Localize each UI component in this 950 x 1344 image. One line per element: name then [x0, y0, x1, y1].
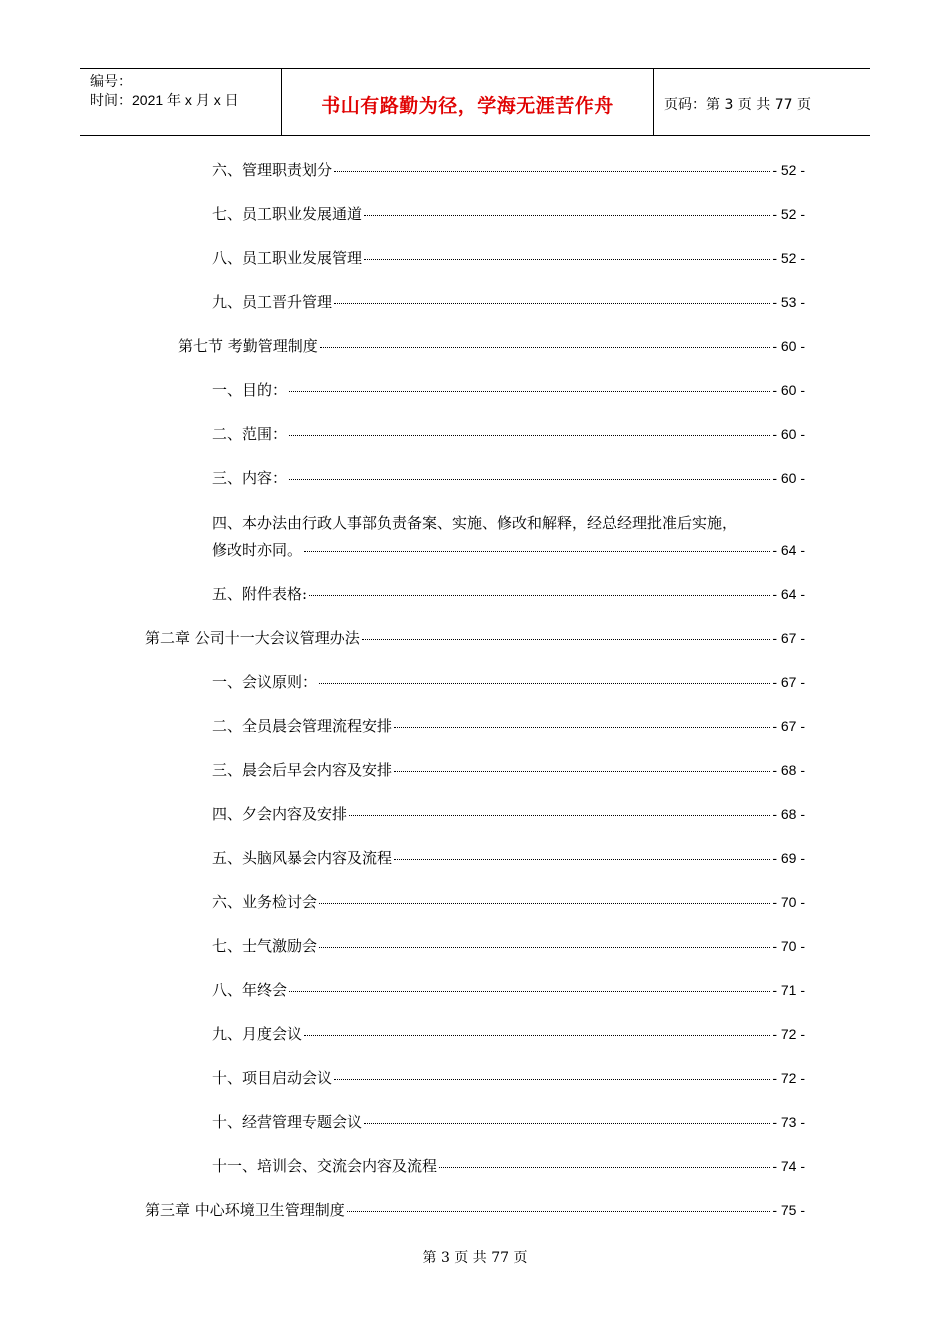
toc-dot-leader — [334, 302, 770, 304]
toc-dot-leader — [319, 902, 770, 904]
toc-entry[interactable] — [212, 380, 805, 400]
toc-entry-page: - 73 - — [772, 1114, 805, 1130]
page-footer — [0, 1247, 950, 1267]
toc-dot-leader — [289, 990, 770, 992]
toc-entry[interactable] — [212, 892, 805, 912]
header-page-cell — [654, 69, 870, 135]
toc-entry[interactable] — [212, 980, 805, 1000]
toc-entry[interactable] — [212, 584, 805, 604]
toc-entry-label: 一、会议原则： — [212, 673, 318, 691]
toc-entry-label: 二、范围： — [212, 425, 288, 443]
toc-dot-leader — [304, 550, 770, 552]
toc-entry-label: 第三章 中心环境卫生管理制度 — [145, 1201, 345, 1219]
toc-entry[interactable] — [212, 1112, 805, 1132]
toc-entry-label: 五、头脑风暴会内容及流程 — [212, 849, 393, 867]
toc-dot-leader — [394, 858, 770, 860]
toc-entry[interactable] — [212, 716, 805, 736]
toc-dot-leader — [334, 1078, 770, 1080]
toc-entry[interactable] — [212, 1068, 805, 1088]
toc-entry-wrapped-line[interactable]: 四、本办法由行政人事部负责备案、实施、修改和解释，经总经理批准后实施， — [212, 514, 738, 532]
toc-entry[interactable] — [212, 468, 805, 488]
toc-entry-page: - 70 - — [772, 894, 805, 910]
toc-entry[interactable] — [212, 540, 805, 560]
toc-entry-page: - 68 - — [772, 806, 805, 822]
toc-dot-leader — [394, 770, 770, 772]
toc-dot-leader — [439, 1166, 770, 1168]
toc-dot-leader — [289, 390, 770, 392]
header-motto-cell — [282, 69, 654, 135]
toc-dot-leader — [319, 946, 770, 948]
footer-page-number: 第 3 页 共 77 页 — [422, 1250, 528, 1266]
toc-entry-label: 三、内容： — [212, 469, 288, 487]
toc-entry[interactable] — [212, 672, 805, 692]
toc-dot-leader — [364, 214, 770, 216]
toc-entry-page: - 67 - — [772, 630, 805, 646]
toc-entry[interactable] — [212, 160, 805, 180]
toc-dot-leader — [347, 1210, 771, 1212]
toc-entry-label: 一、目的： — [212, 381, 288, 399]
toc-entry-label: 十、项目启动会议 — [212, 1069, 333, 1087]
toc-entry[interactable] — [212, 424, 805, 444]
toc-dot-leader — [364, 1122, 770, 1124]
toc-entry-label: 十一、培训会、交流会内容及流程 — [212, 1157, 438, 1175]
toc-dot-leader — [334, 170, 770, 172]
toc-entry-label: 九、员工晋升管理 — [212, 293, 333, 311]
toc-entry[interactable] — [212, 204, 805, 224]
toc-entry-page: - 60 - — [772, 470, 805, 486]
toc-entry-page: - 64 - — [772, 542, 805, 558]
toc-entry-label: 六、管理职责划分 — [212, 161, 333, 179]
toc-entry-label: 修改时亦同。 — [212, 541, 303, 559]
toc-entry-chapter[interactable] — [145, 1200, 805, 1220]
toc-dot-leader — [304, 1034, 770, 1036]
toc-entry[interactable] — [212, 248, 805, 268]
toc-entry-page: - 67 - — [772, 674, 805, 690]
toc-entry-page: - 75 - — [772, 1202, 805, 1218]
toc-entry-section[interactable] — [178, 336, 805, 356]
document-time-label: 时间：2021 年 x 月 x 日 — [90, 92, 239, 108]
toc-entry-page: - 67 - — [772, 718, 805, 734]
toc-entry-page: - 70 - — [772, 938, 805, 954]
toc-entry-label: 九、月度会议 — [212, 1025, 303, 1043]
toc-entry[interactable] — [212, 936, 805, 956]
toc-entry-page: - 71 - — [772, 982, 805, 998]
toc-entry-page: - 74 - — [772, 1158, 805, 1174]
toc-entry-page: - 60 - — [772, 382, 805, 398]
toc-dot-leader — [349, 814, 770, 816]
toc-entry-page: - 52 - — [772, 162, 805, 178]
toc-dot-leader — [289, 434, 770, 436]
toc-entry-page: - 68 - — [772, 762, 805, 778]
toc-entry-label: 七、员工职业发展通道 — [212, 205, 363, 223]
toc-entry-page: - 72 - — [772, 1070, 805, 1086]
toc-dot-leader — [319, 682, 770, 684]
toc-dot-leader — [320, 346, 771, 348]
toc-entry-page: - 64 - — [772, 586, 805, 602]
toc-entry-page: - 60 - — [772, 426, 805, 442]
toc-dot-leader — [364, 258, 770, 260]
header-motto: 书山有路勤为径，学海无涯苦作舟 — [321, 94, 614, 117]
toc-entry-page: - 60 - — [772, 338, 805, 354]
toc-entry-label: 四、夕会内容及安排 — [212, 805, 348, 823]
toc-entry-label: 八、员工职业发展管理 — [212, 249, 363, 267]
page-header — [80, 68, 870, 136]
toc-entry-page: - 52 - — [772, 250, 805, 266]
toc-entry-page: - 52 - — [772, 206, 805, 222]
toc-dot-leader — [394, 726, 770, 728]
toc-entry-label: 五、附件表格: — [212, 585, 308, 603]
toc-entry[interactable] — [212, 292, 805, 312]
toc-entry-label: 八、年终会 — [212, 981, 288, 999]
toc-entry[interactable] — [212, 848, 805, 868]
toc-entry-chapter[interactable] — [145, 628, 805, 648]
toc-entry-label: 第七节 考勤管理制度 — [178, 337, 318, 355]
toc-entry[interactable] — [212, 1024, 805, 1044]
toc-entry-page: - 69 - — [772, 850, 805, 866]
toc-entry-label: 三、晨会后早会内容及安排 — [212, 761, 393, 779]
toc-entry[interactable] — [212, 804, 805, 824]
toc-dot-leader — [309, 594, 770, 596]
header-meta-cell — [80, 69, 282, 135]
toc-entry-label: 二、全员晨会管理流程安排 — [212, 717, 393, 735]
toc-entry-page: - 72 - — [772, 1026, 805, 1042]
toc-entry[interactable] — [212, 1156, 805, 1176]
header-page-info: 页码：第 3 页 共 77 页 — [664, 97, 811, 113]
toc-entry-label: 第二章 公司十一大会议管理办法 — [145, 629, 360, 647]
toc-dot-leader — [362, 638, 771, 640]
toc-entry-page: - 53 - — [772, 294, 805, 310]
toc-entry-label: 七、士气激励会 — [212, 937, 318, 955]
toc-dot-leader — [289, 478, 770, 480]
toc-entry-label: 六、业务检讨会 — [212, 893, 318, 911]
document-number-label: 编号： — [90, 73, 132, 89]
toc-entry[interactable] — [212, 760, 805, 780]
toc-entry-label: 十、经营管理专题会议 — [212, 1113, 363, 1131]
